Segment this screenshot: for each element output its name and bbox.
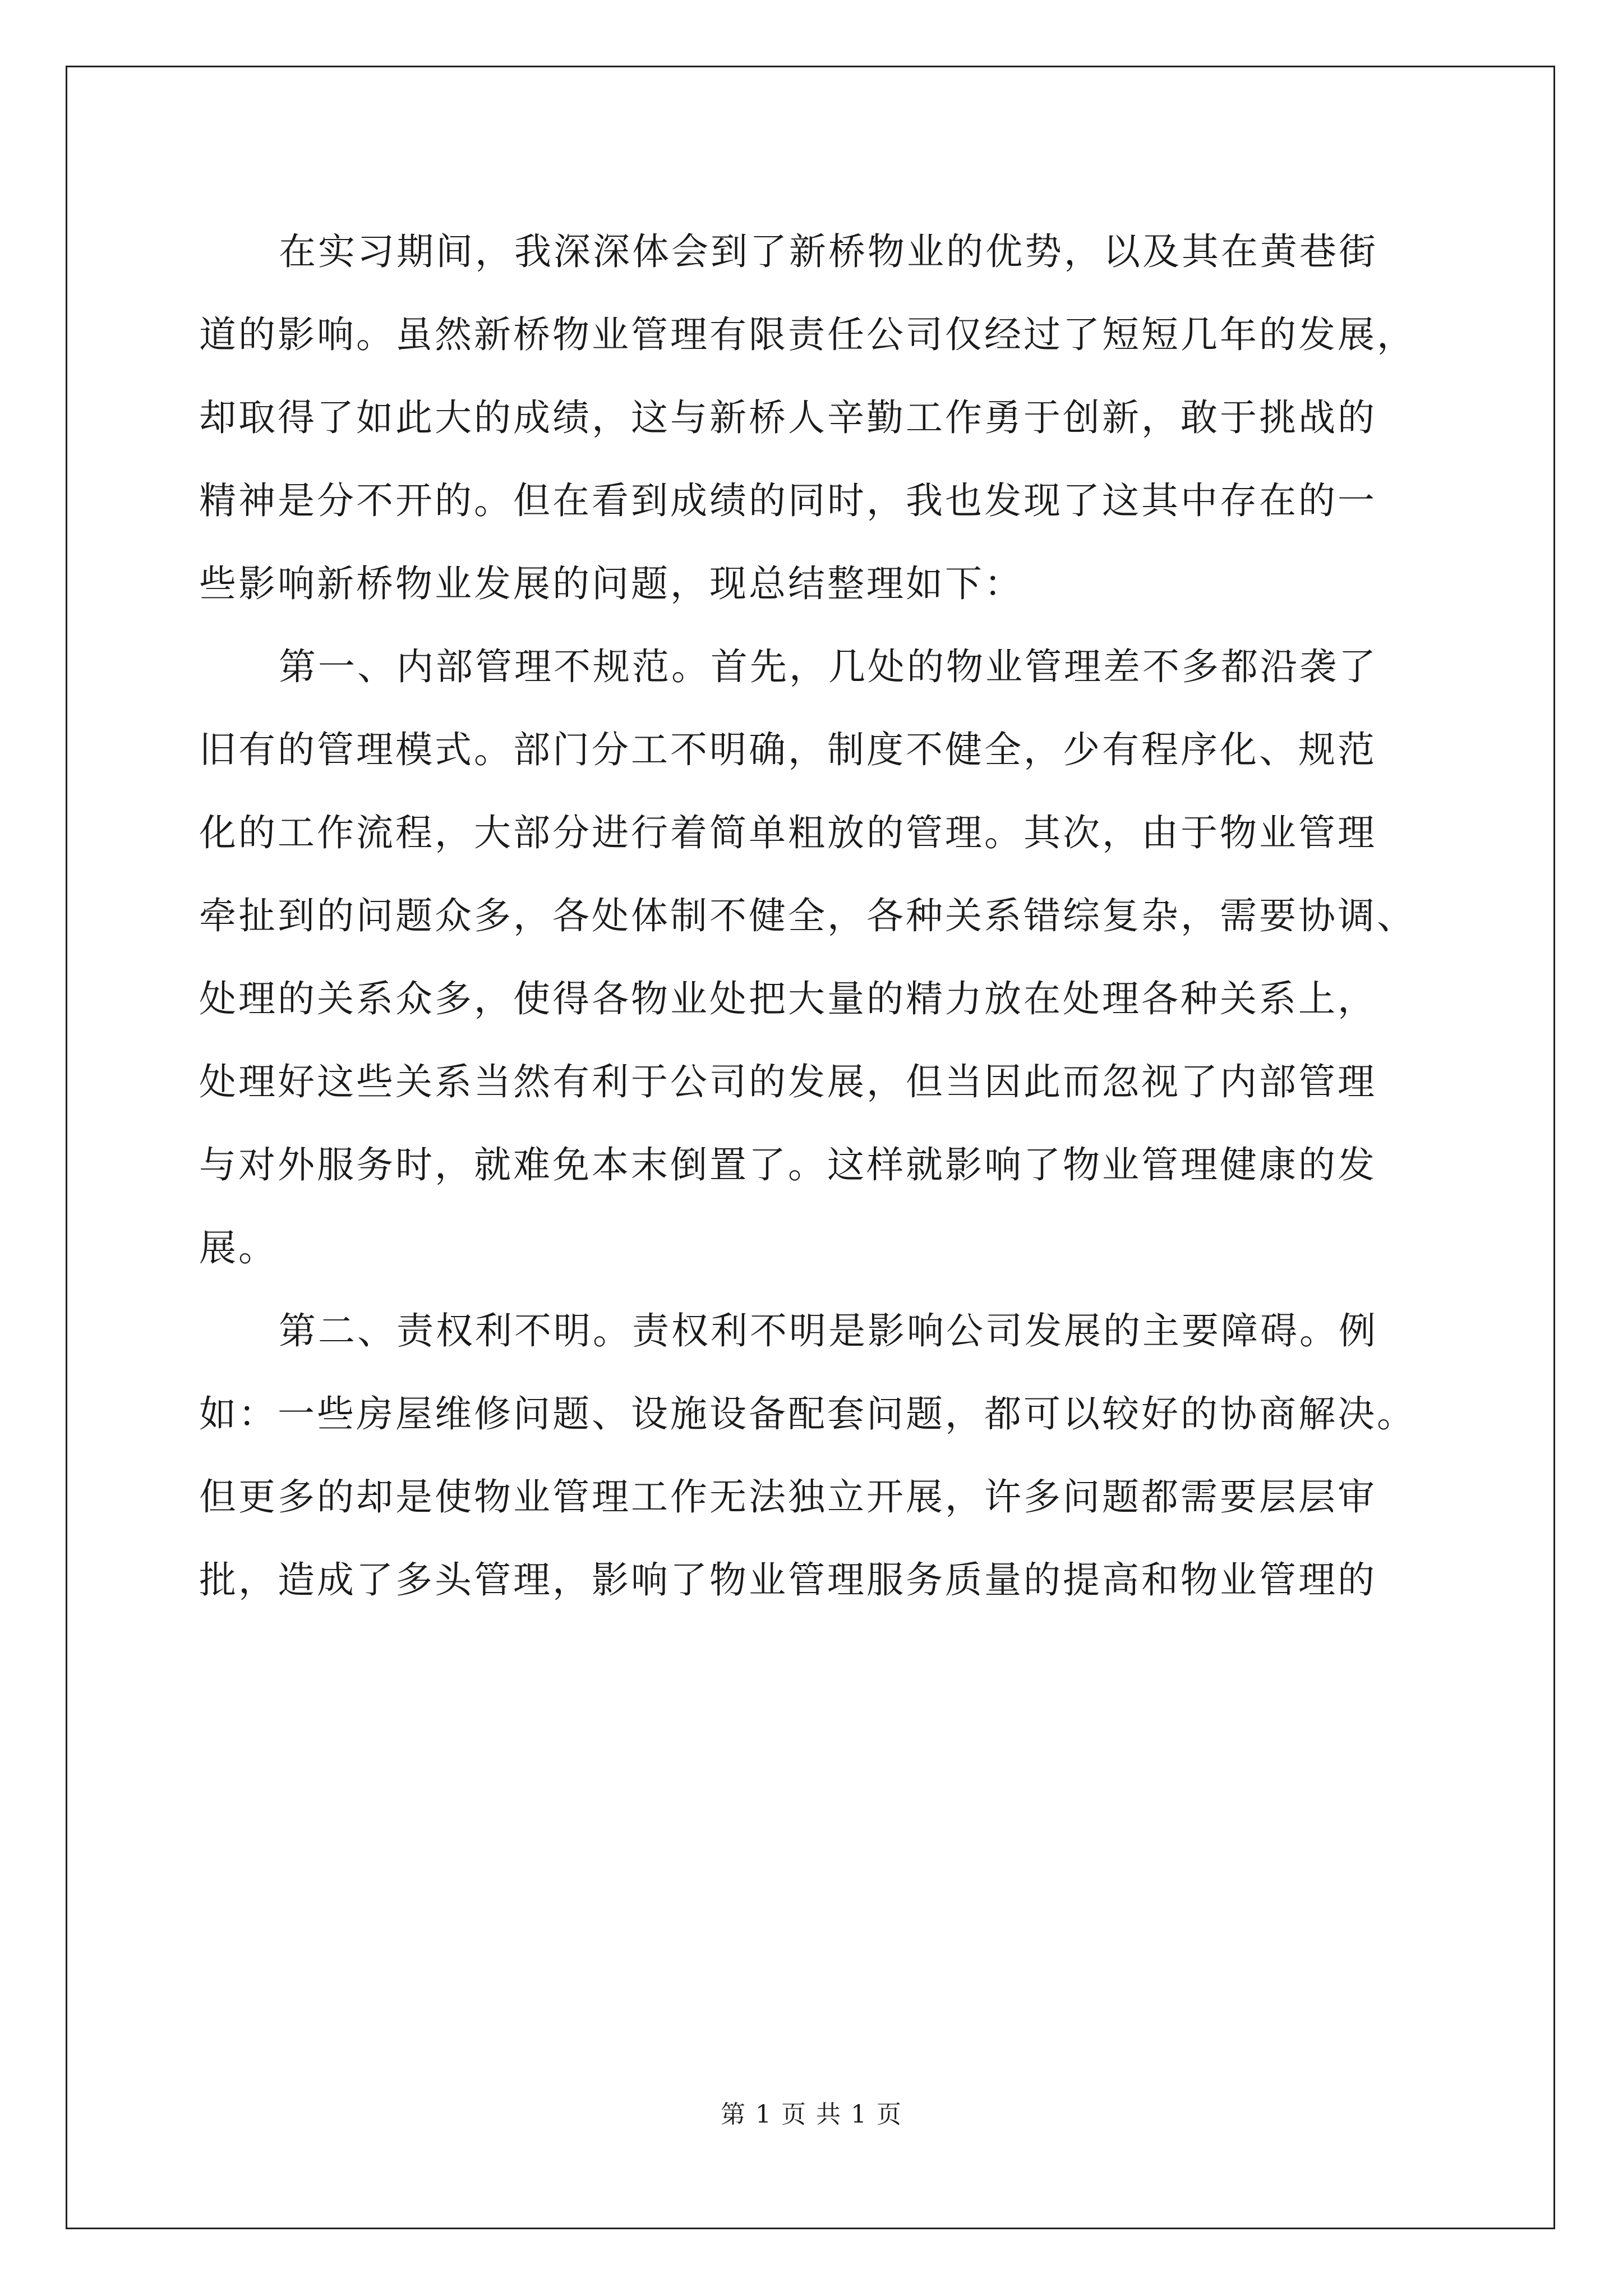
page-number-footer: 第 1 页 共 1 页 xyxy=(721,2100,902,2129)
document-body xyxy=(199,210,1424,1622)
paragraph-1 xyxy=(199,210,1424,625)
text-line: 但更多的却是使物业管理工作无法独立开展，许多问题都需要层层审 xyxy=(199,1475,1377,1519)
text-line: 牵扯到的问题众多，各处体制不健全，各种关系错综复杂，需要协调、 xyxy=(199,894,1416,937)
text-line: 第一、内部管理不规范。首先，几处的物业管理差不多都沿袭了 xyxy=(279,645,1378,688)
text-line: 旧有的管理模式。部门分工不明确，制度不健全，少有程序化、规范 xyxy=(199,728,1377,771)
text-line: 如：一些房屋维修问题、设施设备配套问题，都可以较好的协商解决。 xyxy=(199,1392,1416,1435)
text-line: 些影响新桥物业发展的问题，现总结整理如下： xyxy=(199,562,1023,605)
text-line: 处理好这些关系当然有利于公司的发展，但当因此而忽视了内部管理 xyxy=(199,1060,1377,1103)
text-line: 第二、责权利不明。责权利不明是影响公司发展的主要障碍。例 xyxy=(279,1309,1378,1352)
text-line: 在实习期间，我深深体会到了新桥物业的优势，以及其在黄巷街 xyxy=(279,230,1378,273)
paragraph-3 xyxy=(199,1290,1424,1622)
text-line: 展。 xyxy=(199,1226,278,1269)
text-line: 处理的关系众多，使得各物业处把大量的精力放在处理各种关系上， xyxy=(199,977,1377,1020)
text-line: 却取得了如此大的成绩，这与新桥人辛勤工作勇于创新，敢于挑战的 xyxy=(199,396,1377,439)
text-line: 化的工作流程，大部分进行着简单粗放的管理。其次，由于物业管理 xyxy=(199,811,1377,854)
text-line: 道的影响。虽然新桥物业管理有限责任公司仅经过了短短几年的发展， xyxy=(199,313,1416,356)
text-line: 精神是分不开的。但在看到成绩的同时，我也发现了这其中存在的一 xyxy=(199,479,1377,522)
text-line: 批，造成了多头管理，影响了物业管理服务质量的提高和物业管理的 xyxy=(199,1558,1377,1602)
text-line: 与对外服务时，就难免本末倒置了。这样就影响了物业管理健康的发 xyxy=(199,1143,1377,1186)
paragraph-2 xyxy=(199,625,1424,1290)
